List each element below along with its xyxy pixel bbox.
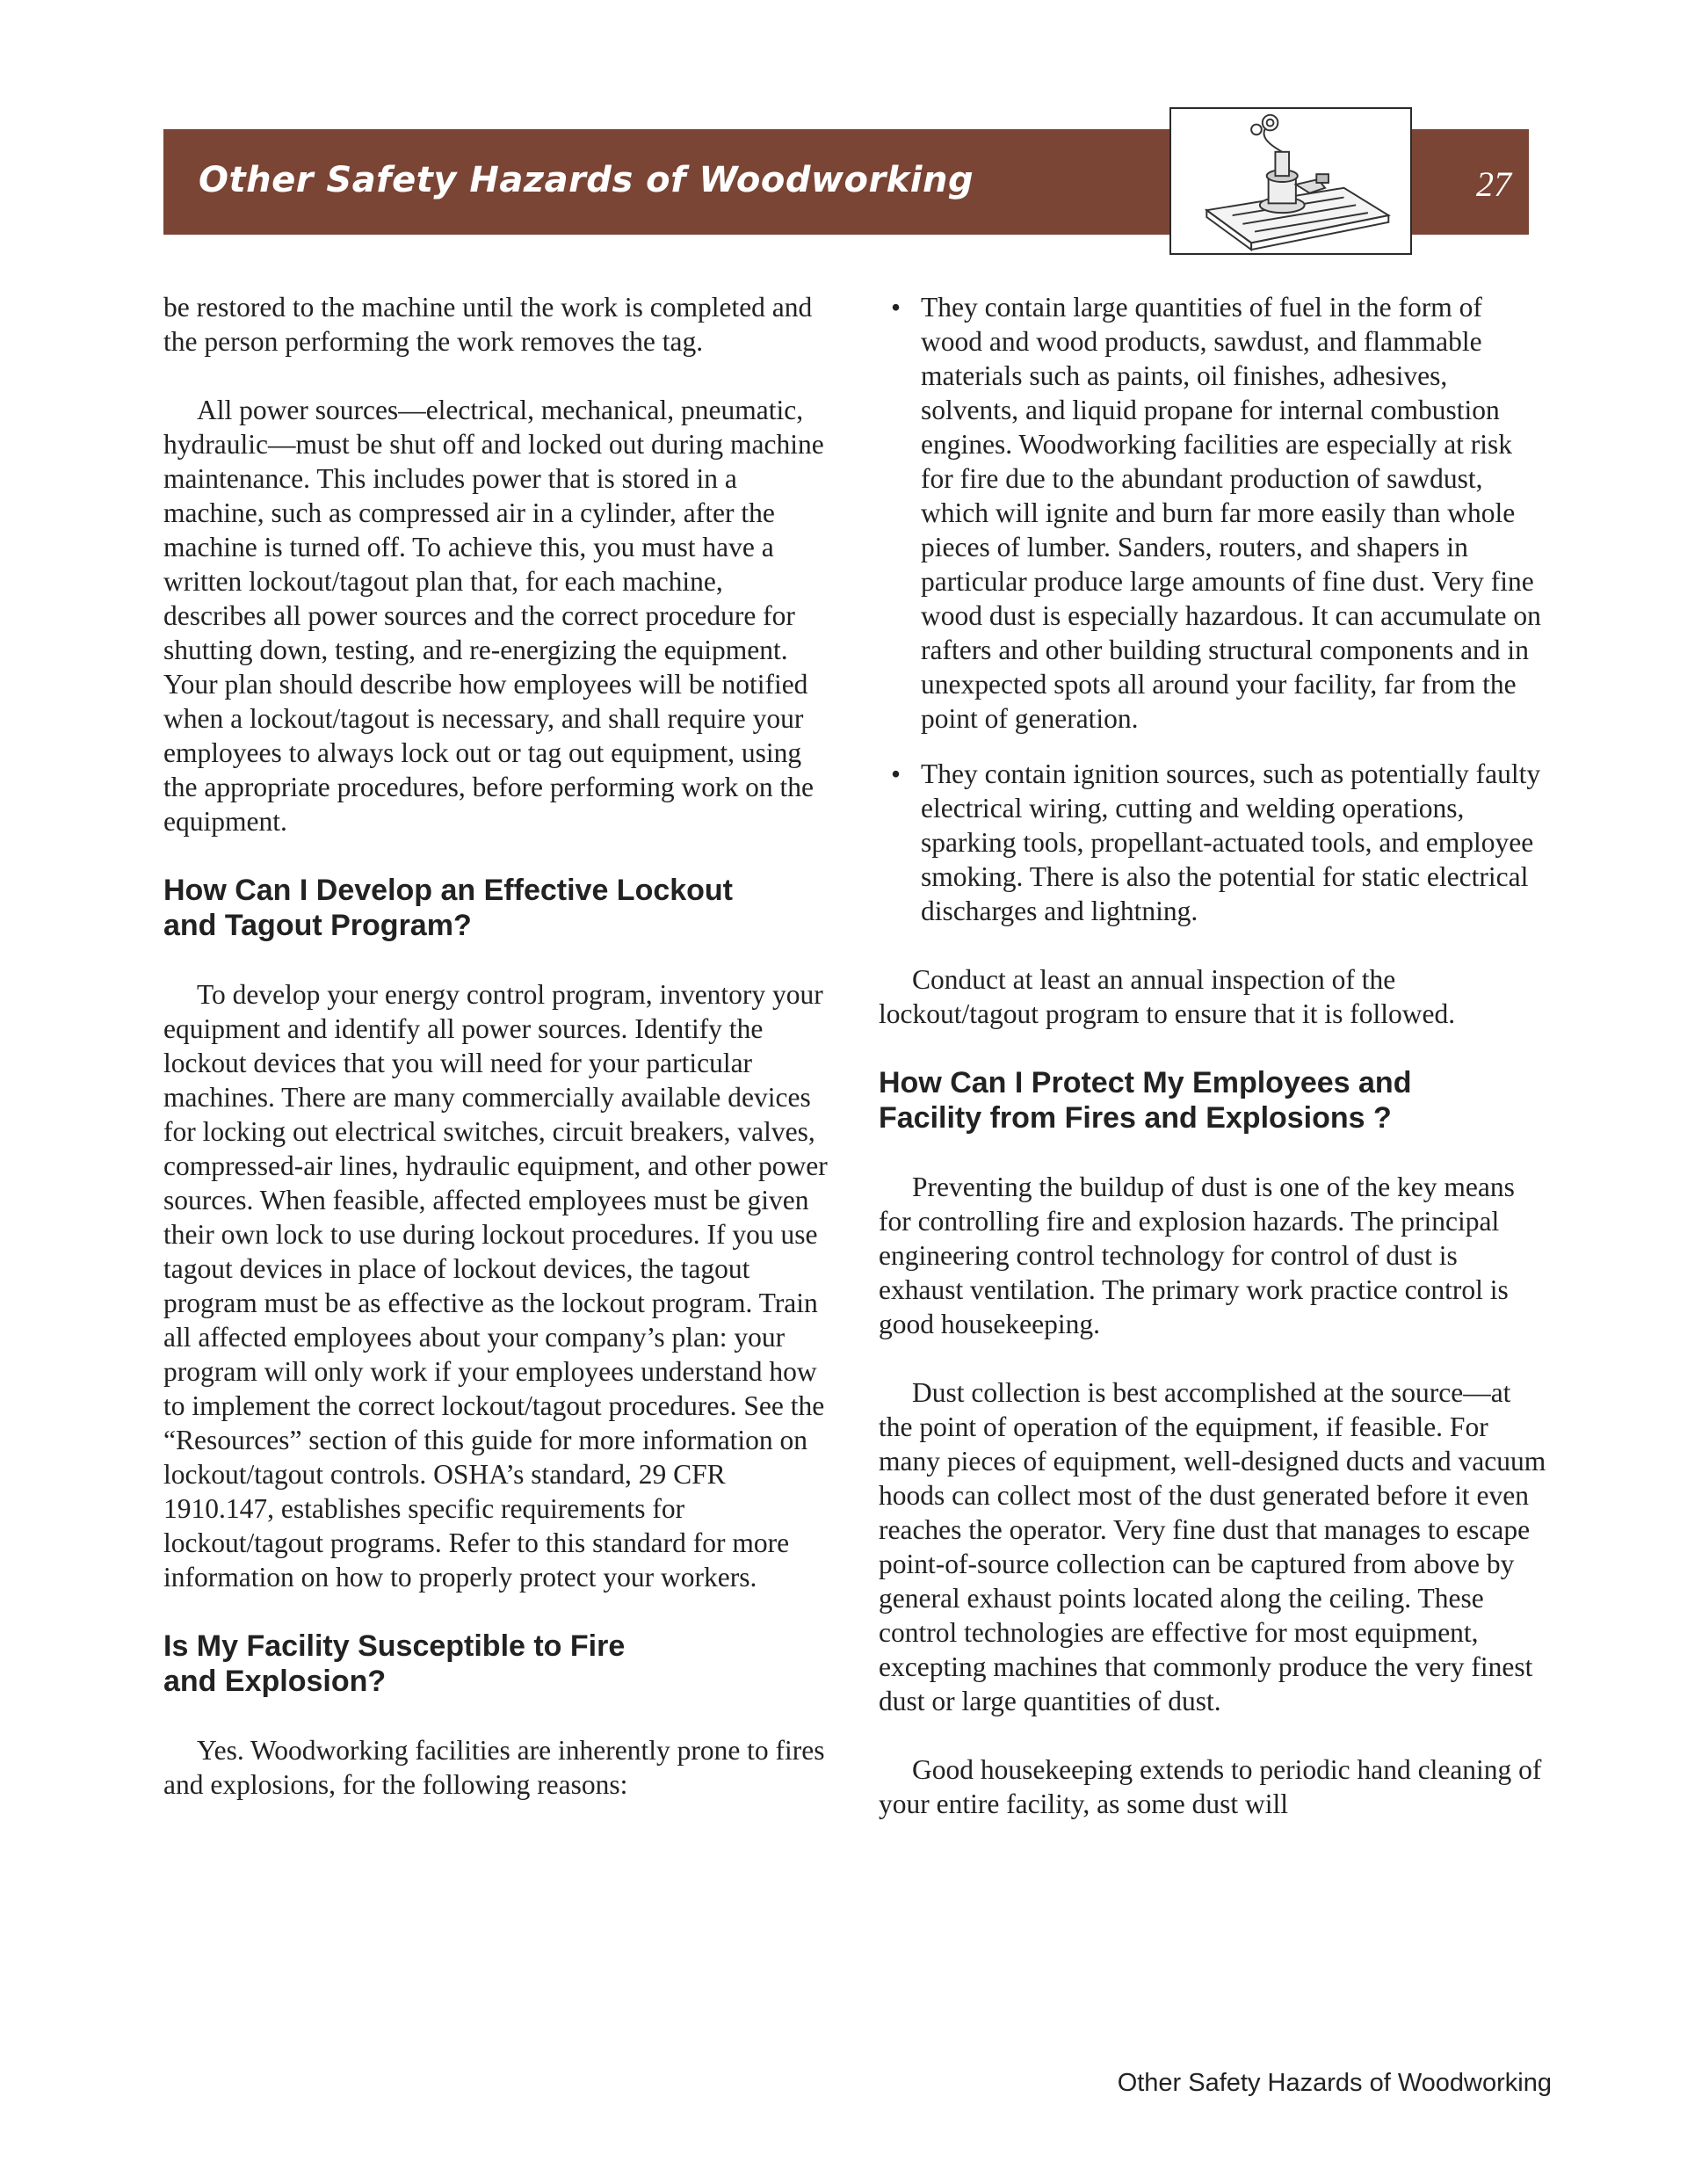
- paragraph: be restored to the machine until the work is completed and the person performing the work removes the tag.: [163, 292, 813, 357]
- section-heading: [879, 1065, 1546, 1136]
- section-heading-line: Facility from Fires and Explosions ?: [879, 1101, 1392, 1135]
- paragraph: Conduct at least an annual inspection of the lockout/tagout program to ensure that it is followed.: [879, 964, 1456, 1029]
- bullet-item: [879, 757, 1546, 928]
- page-footer: Other Safety Hazards of Woodworking: [1117, 2069, 1552, 2097]
- paragraph: Yes. Woodworking facilities are inherently prone to fires and explosions, for the following reasons:: [163, 1735, 825, 1800]
- bullet-text: They contain large quantities of fuel in the form of wood and wood products, sawdust, and flammable materials such as paints, oil finishes, adhesives, solvents, and liquid propane for internal combustion engines. Woodworking facilities are especially at risk for fire due to the abundant production of sawdust, which will ignite and burn far more easily than whole pieces of lumber. Sanders, routers, and shapers in particular produce large amounts of fine dust. Very fine wood dust is especially hazardous. It can accumulate on rafters and other building structural components and in unexpected spots all around your facility, far from the point of generation.: [921, 292, 1541, 734]
- right-column: [879, 290, 1546, 1821]
- section-heading-line: How Can I Protect My Employees and: [879, 1066, 1412, 1099]
- router-machine-icon: [1171, 109, 1410, 253]
- page-number: 27: [1476, 164, 1511, 204]
- section-heading: [163, 1629, 831, 1699]
- paragraph: Good housekeeping extends to periodic hand cleaning of your entire facility, as some dust will: [879, 1754, 1542, 1819]
- paragraph: All power sources—electrical, mechanical, pneumatic, hydraulic—must be shut off and locked out during machine maintenance. This includes power that is stored in a machine, such as compressed air in a cylinder, after the machine is turned off. To achieve this, you must have a written lockout/tagout plan that, for each machine, describes all power sources and the correct procedure for shutting down, testing, and re-energizing the equipment. Your plan should describe how employees will be notified when a lockout/tagout is necessary, and shall require your employees to always lock out or tag out equipment, using the appropriate procedures, before performing work on the equipment.: [163, 395, 824, 837]
- bullet-text: They contain ignition sources, such as potentially faulty electrical wiring, cutting and welding operations, sparking tools, propellant-actuated tools, and employee smoking. There is also the potential for static electrical discharges and lightning.: [921, 758, 1541, 926]
- bullet-icon: •: [891, 292, 901, 323]
- paragraph: Preventing the buildup of dust is one of the key means for controlling fire and explosion hazards. The principal engineering control technology for control of dust is exhaust ventilation. The primary work practice control is good housekeeping.: [879, 1172, 1515, 1339]
- left-column: [163, 290, 831, 1802]
- chapter-title: Other Safety Hazards of Woodworking: [199, 160, 974, 200]
- section-heading: [163, 873, 831, 943]
- paragraph: To develop your energy control program, inventory your equipment and identify all power sources. Identify the lockout devices that you will need for your particular machines. There are many commercially available devices for locking out electrical switches, circuit breakers, valves, compressed-air lines, hydraulic equipment, and other power sources. When feasible, affected employees must be given their own lock to use during lockout procedures. If you use tagout devices in place of lockout devices, the tagout program must be as effective as the lockout program. Train all affected employees about your company’s plan: your program will only work if your employees understand how to implement the correct lockout/tagout procedures. See the “Resources” section of this guide for more information on lockout/tagout controls. OSHA’s standard, 29 CFR 1910.147, establishes specific requirements for lockout/tagout programs. Refer to this standard for more information on how to properly protect your workers.: [163, 979, 828, 1593]
- paragraph: Dust collection is best accomplished at the source—at the point of operation of the equipment, if feasible. For many pieces of equipment, well-designed ducts and vacuum hoods can collect most of the dust generated before it even reaches the operator. Very fine dust that manages to escape point-of-source collection can be captured from above by general exhaust points located along the ceiling. These control technologies are effective for most equipment, excepting machines that commonly produce the very finest dust or large quantities of dust.: [879, 1377, 1546, 1716]
- bullet-item: [879, 290, 1546, 736]
- section-heading-line: and Explosion?: [163, 1665, 387, 1698]
- section-heading-line: and Tagout Program?: [163, 909, 472, 942]
- bullet-icon: •: [891, 758, 901, 789]
- section-heading-line: Is My Facility Susceptible to Fire: [163, 1629, 626, 1663]
- section-heading-line: How Can I Develop an Effective Lockout: [163, 874, 734, 907]
- header-figure: [1169, 107, 1412, 255]
